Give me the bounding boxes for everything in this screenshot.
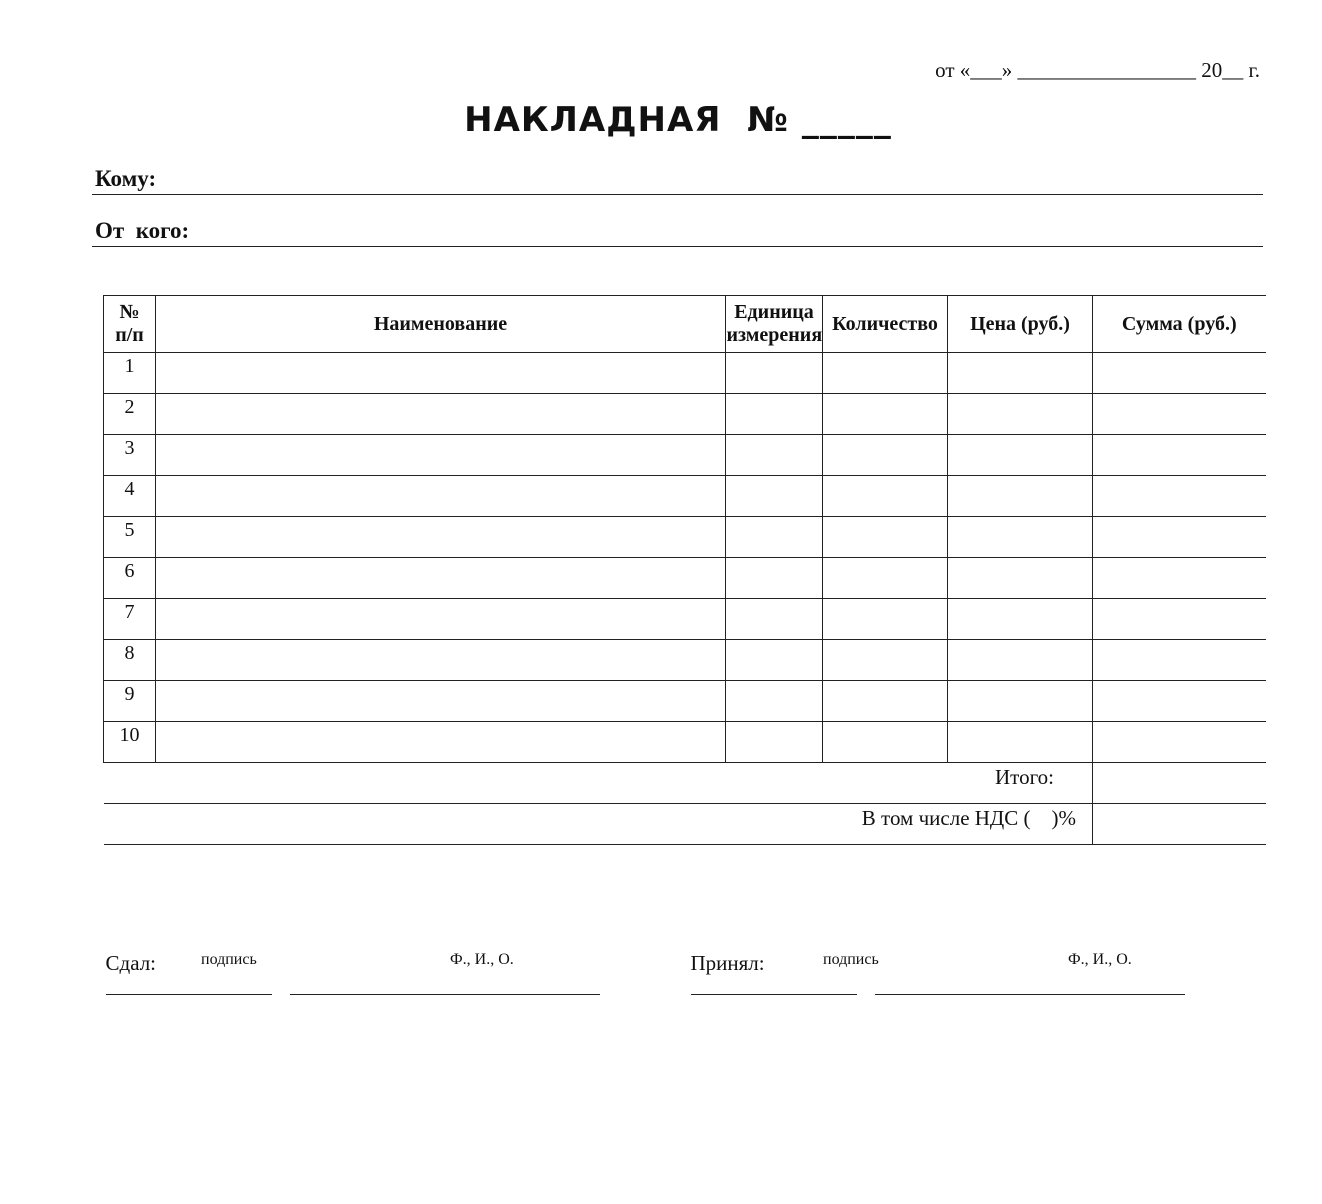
row-number: 10 (104, 722, 156, 763)
cell-quantity[interactable] (823, 353, 948, 394)
cell-price[interactable] (948, 640, 1093, 681)
column-header-quantity: Количество (823, 296, 948, 353)
handed-over-label: Сдал: (105, 951, 157, 975)
cell-price[interactable] (948, 394, 1093, 435)
cell-name[interactable] (156, 599, 726, 640)
vat-row (104, 804, 1266, 845)
cell-sum[interactable] (1093, 435, 1266, 476)
received-name-line[interactable] (875, 976, 1185, 995)
cell-sum[interactable] (1093, 517, 1266, 558)
cell-unit[interactable] (726, 558, 823, 599)
vat-label: В том числе НДС ( )% (861, 806, 1076, 830)
table-row (104, 558, 1266, 599)
cell-unit[interactable] (726, 517, 823, 558)
cell-unit[interactable] (726, 640, 823, 681)
cell-quantity[interactable] (823, 558, 948, 599)
column-header-name: Наименование (156, 296, 726, 353)
date-line: от «___» _________________ 20__ г. (935, 58, 1260, 82)
received-signature-caption: подпись (823, 951, 879, 968)
table-row (104, 681, 1266, 722)
row-number: 3 (104, 435, 156, 476)
table-row (104, 353, 1266, 394)
cell-name[interactable] (156, 640, 726, 681)
row-number: 5 (104, 517, 156, 558)
total-row (104, 763, 1266, 804)
cell-unit[interactable] (726, 394, 823, 435)
row-number: 8 (104, 640, 156, 681)
sender-field[interactable] (92, 216, 1263, 247)
cell-sum[interactable] (1093, 476, 1266, 517)
cell-unit[interactable] (726, 435, 823, 476)
cell-sum[interactable] (1093, 353, 1266, 394)
table-row (104, 640, 1266, 681)
cell-price[interactable] (948, 722, 1093, 763)
cell-quantity[interactable] (823, 517, 948, 558)
row-number: 4 (104, 476, 156, 517)
sender-label: От кого: (95, 218, 190, 243)
cell-sum[interactable] (1093, 599, 1266, 640)
received-signature-block (680, 926, 1185, 1051)
cell-unit[interactable] (726, 599, 823, 640)
column-header-unit (726, 296, 823, 353)
row-number: 2 (104, 394, 156, 435)
cell-price[interactable] (948, 599, 1093, 640)
row-number: 9 (104, 681, 156, 722)
cell-name[interactable] (156, 435, 726, 476)
cell-name[interactable] (156, 394, 726, 435)
handed-over-signature-caption: подпись (201, 951, 257, 968)
handed-over-name-caption: Ф., И., О. (450, 951, 514, 968)
document-title: НАКЛАДНАЯ № _____ (464, 100, 892, 140)
cell-quantity[interactable] (823, 476, 948, 517)
cell-quantity[interactable] (823, 394, 948, 435)
table-row (104, 599, 1266, 640)
received-signature-line[interactable] (691, 976, 857, 995)
cell-price[interactable] (948, 681, 1093, 722)
cell-unit[interactable] (726, 722, 823, 763)
cell-name[interactable] (156, 353, 726, 394)
vat-label-cell (104, 804, 1093, 845)
row-number: 1 (104, 353, 156, 394)
received-name-caption: Ф., И., О. (1068, 951, 1132, 968)
cell-quantity[interactable] (823, 681, 948, 722)
recipient-label: Кому: (95, 166, 157, 191)
column-header-sum: Сумма (руб.) (1093, 296, 1266, 353)
cell-sum[interactable] (1093, 394, 1266, 435)
received-label: Принял: (690, 951, 765, 975)
cell-price[interactable] (948, 353, 1093, 394)
total-value-cell[interactable] (1093, 763, 1266, 804)
cell-unit[interactable] (726, 353, 823, 394)
cell-name[interactable] (156, 517, 726, 558)
cell-price[interactable] (948, 558, 1093, 599)
cell-name[interactable] (156, 681, 726, 722)
cell-unit[interactable] (726, 681, 823, 722)
column-header-price: Цена (руб.) (948, 296, 1093, 353)
cell-quantity[interactable] (823, 599, 948, 640)
column-header-number-text: № п/п (115, 301, 144, 346)
total-label: Итого: (104, 763, 1093, 804)
handed-over-name-line[interactable] (290, 976, 600, 995)
column-header-unit-text: Единица измерения (726, 301, 823, 346)
cell-price[interactable] (948, 517, 1093, 558)
cell-sum[interactable] (1093, 722, 1266, 763)
cell-name[interactable] (156, 558, 726, 599)
handed-over-signature-block (95, 926, 600, 1051)
cell-price[interactable] (948, 476, 1093, 517)
row-number: 7 (104, 599, 156, 640)
goods-table (103, 295, 1266, 845)
table-row (104, 722, 1266, 763)
cell-sum[interactable] (1093, 558, 1266, 599)
cell-name[interactable] (156, 476, 726, 517)
cell-name[interactable] (156, 722, 726, 763)
row-number: 6 (104, 558, 156, 599)
cell-quantity[interactable] (823, 640, 948, 681)
cell-price[interactable] (948, 435, 1093, 476)
cell-quantity[interactable] (823, 435, 948, 476)
table-row (104, 394, 1266, 435)
table-row (104, 476, 1266, 517)
cell-unit[interactable] (726, 476, 823, 517)
cell-sum[interactable] (1093, 640, 1266, 681)
table-row (104, 517, 1266, 558)
cell-sum[interactable] (1093, 681, 1266, 722)
table-row (104, 435, 1266, 476)
column-header-number (104, 296, 156, 353)
vat-value-cell[interactable] (1093, 804, 1266, 845)
handed-over-signature-line[interactable] (106, 976, 272, 995)
cell-quantity[interactable] (823, 722, 948, 763)
recipient-field[interactable] (92, 164, 1263, 195)
table-header-row (104, 296, 1266, 353)
